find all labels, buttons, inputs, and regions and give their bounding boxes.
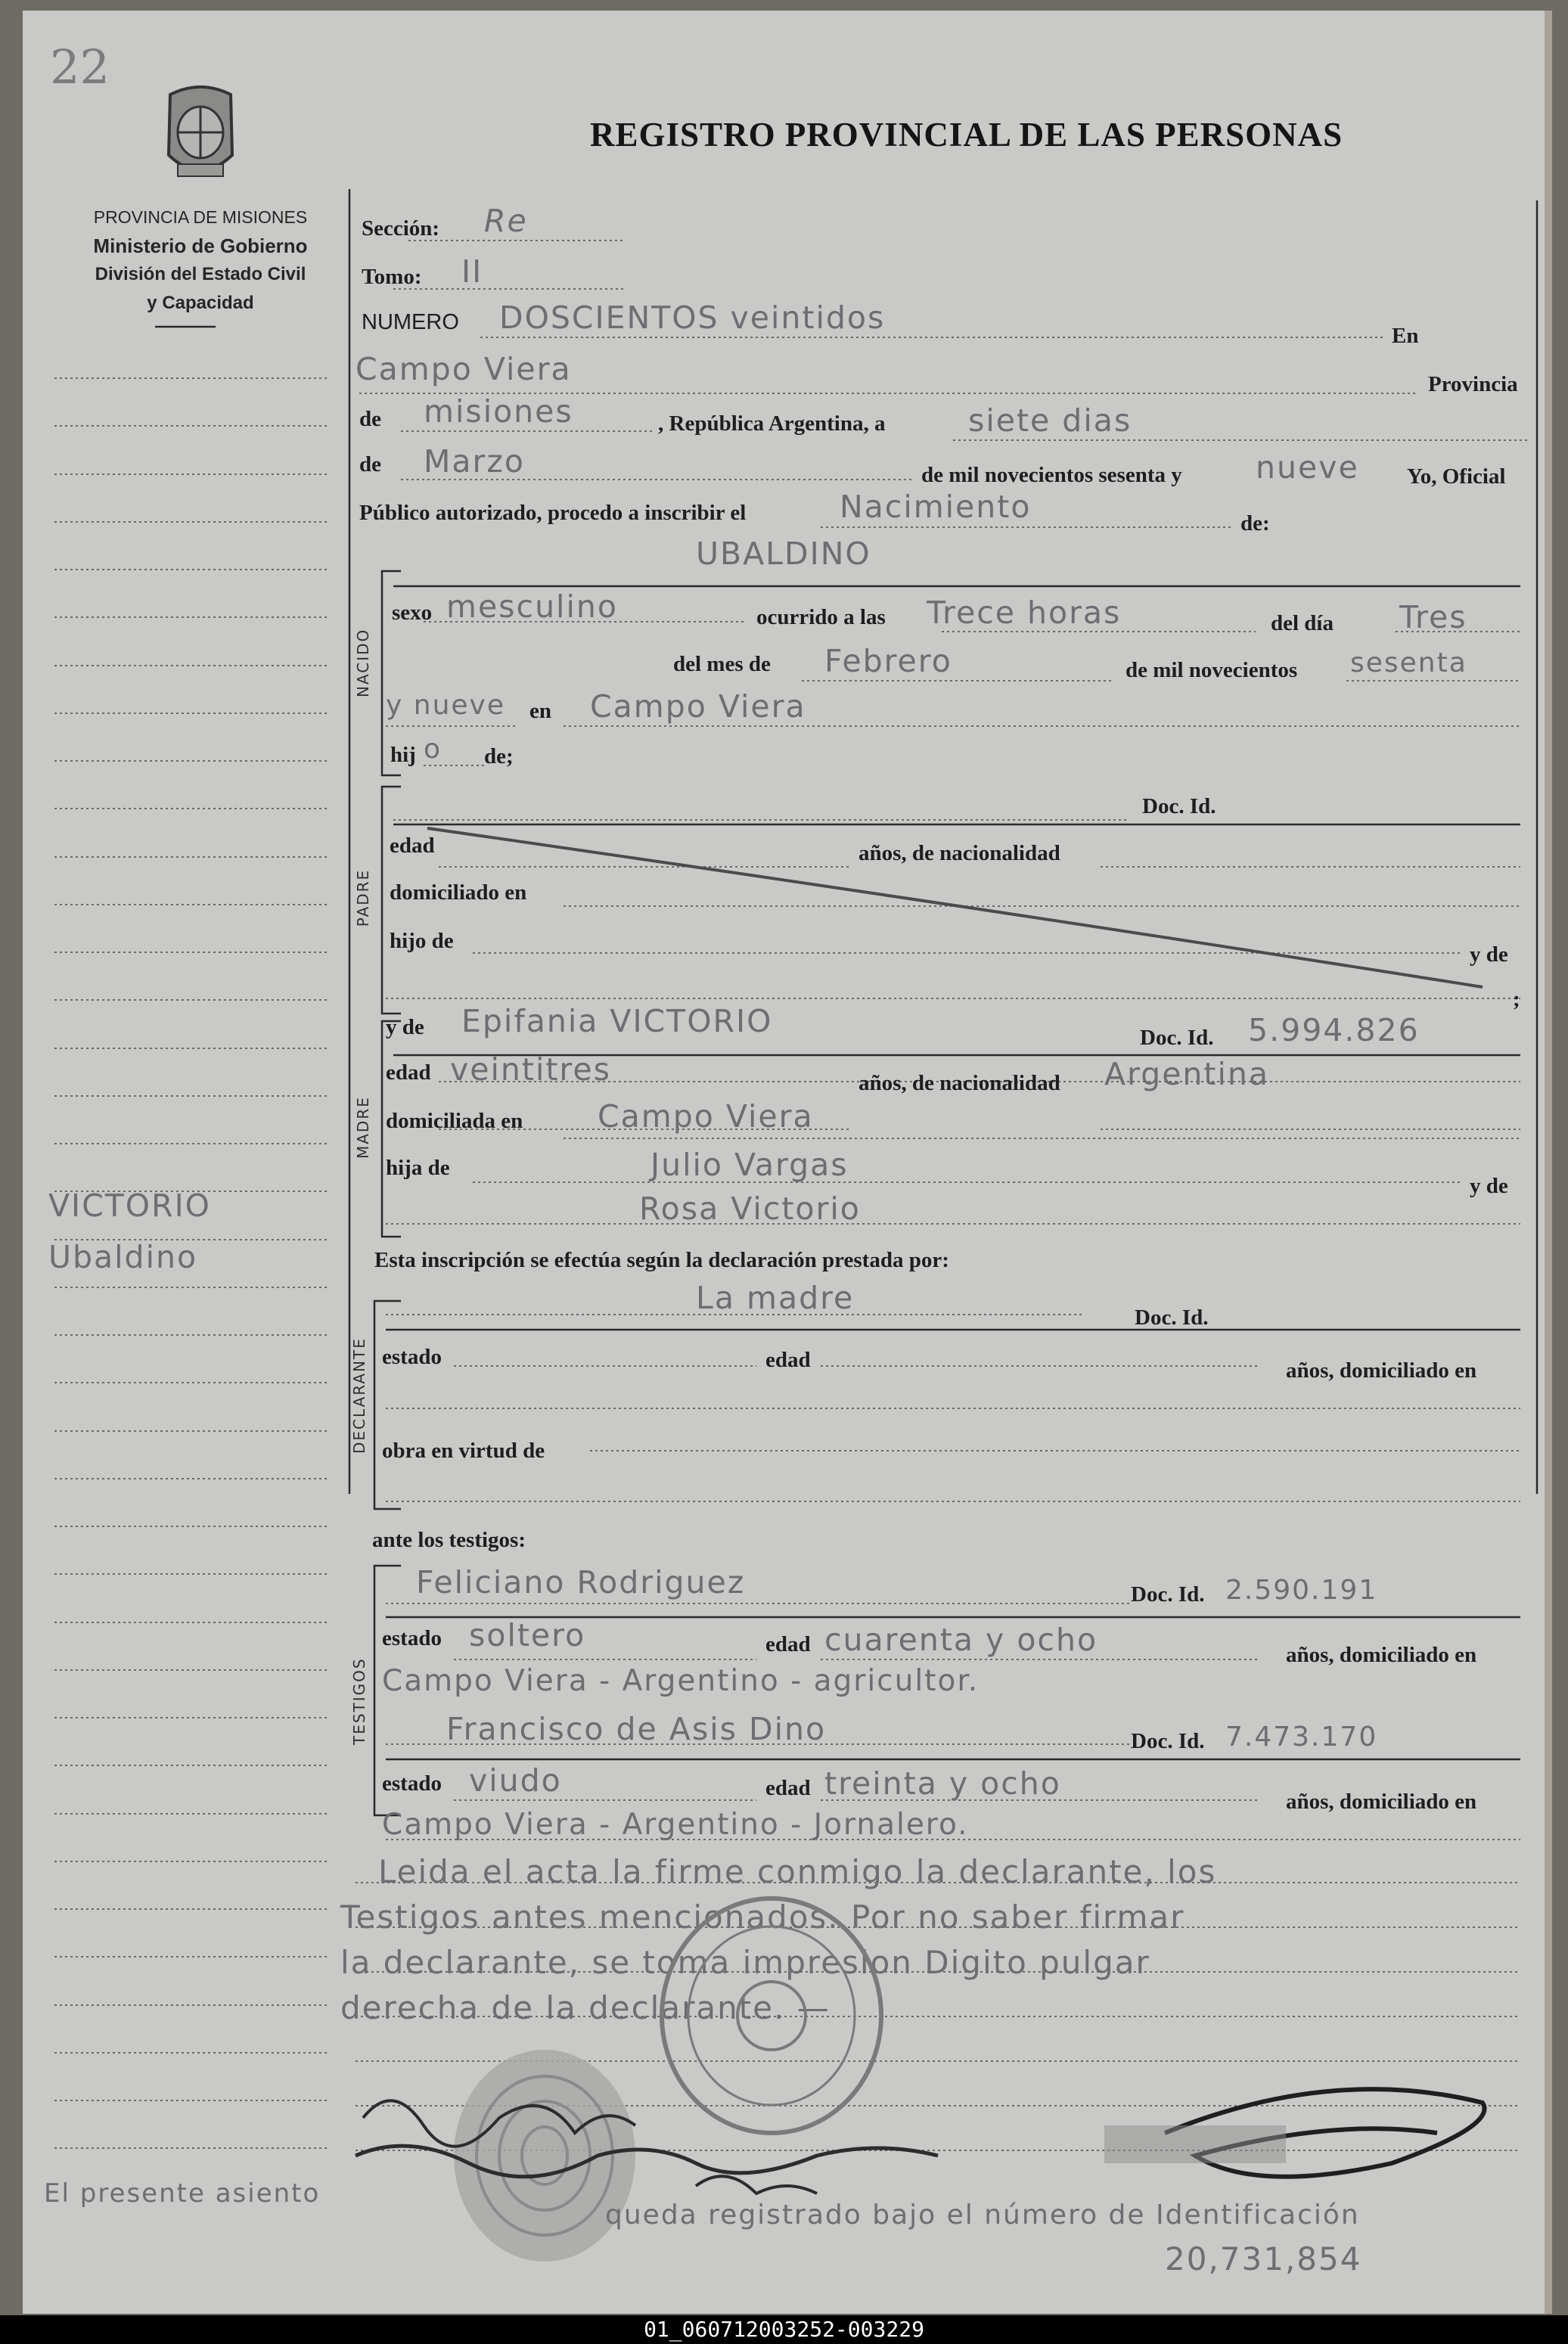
- label-madre-doc: Doc. Id.: [1140, 1026, 1214, 1050]
- value-dia: Tres: [1399, 599, 1467, 635]
- value-numero: DOSCIENTOS veintidos: [499, 300, 886, 336]
- margin-note-asiento: El presente asiento: [44, 2178, 321, 2209]
- label-provincia: Provincia: [1428, 372, 1518, 396]
- value-madre-nombre: Epifania VICTORIO: [461, 1003, 773, 1039]
- label-padre-y-de: y de: [1470, 942, 1508, 967]
- label-de-mil-nov: de mil novecientos: [1126, 658, 1298, 682]
- value-testigo2-edad: treinta y ocho: [824, 1765, 1061, 1802]
- label-hij: hij: [390, 743, 416, 767]
- value-testigo2: Francisco de Asis Dino: [446, 1711, 827, 1747]
- province-name: PROVINCIA DE MISIONES: [93, 207, 308, 227]
- value-lugar: Campo Viera: [356, 351, 572, 387]
- section-label-nacido: NACIDO: [354, 628, 372, 697]
- value-hora: Trece horas: [927, 595, 1122, 631]
- value-mes-nac: Febrero: [824, 643, 952, 679]
- value-testigo2-doc: 7.473.170: [1225, 1722, 1378, 1753]
- label-testigo2-doc: Doc. Id.: [1131, 1729, 1205, 1753]
- value-nombre: UBALDINO: [696, 536, 871, 572]
- value-acto: Nacimiento: [840, 489, 1032, 525]
- value-testigo1-estado: soltero: [469, 1617, 586, 1653]
- label-testigo2-estado: estado: [382, 1771, 442, 1796]
- value-madre-nac: Argentina: [1104, 1056, 1269, 1092]
- section-label-testigos: TESTIGOS: [350, 1657, 368, 1745]
- label-madre-y-de: y de: [386, 1015, 424, 1039]
- image-id-footer: 01_060712003252-003229: [0, 2315, 1568, 2344]
- label-en: En: [1392, 324, 1419, 348]
- label-ante: ante los testigos:: [372, 1528, 526, 1552]
- value-fecha-dia: siete dias: [968, 402, 1132, 439]
- value-seccion: Re: [484, 203, 528, 239]
- value-hij-suffix: o: [424, 734, 442, 765]
- label-padre-semicolon: ;: [1513, 987, 1520, 1011]
- value-declarante: La madre: [696, 1280, 855, 1316]
- division-name: División del Estado Civil: [95, 264, 306, 284]
- label-obra: obra en virtud de: [382, 1439, 545, 1463]
- observation-line-3: la declarante, se toma impresion Digito pulgar: [340, 1944, 1150, 1981]
- label-declarante-doc: Doc. Id.: [1135, 1305, 1209, 1330]
- label-sexo: sexo: [392, 601, 433, 625]
- label-yo-oficial: Yo, Oficial: [1407, 464, 1506, 489]
- label-testigo2-edad: edad: [765, 1776, 811, 1800]
- value-madre-madre: Rosa Victorio: [639, 1191, 861, 1227]
- margin-note-name: Ubaldino: [48, 1239, 198, 1275]
- observation-line-4: derecha de la declarante. —: [340, 1989, 831, 2026]
- label-seccion: Sección:: [362, 216, 440, 241]
- label-padre-dom: domiciliado en: [390, 880, 527, 905]
- label-tomo: Tomo:: [362, 265, 422, 289]
- label-testigo1-edad: edad: [765, 1632, 811, 1656]
- label-del-mes: del mes de: [673, 652, 771, 676]
- label-madre-nac: años, de nacionalidad: [859, 1071, 1060, 1095]
- label-republica: , República Argentina, a: [658, 411, 886, 436]
- value-madre-doc: 5.994.826: [1248, 1012, 1420, 1048]
- section-label-declarante: DECLARANTE: [350, 1337, 368, 1454]
- page-number: 22: [50, 39, 110, 95]
- label-en-lugar: en: [529, 699, 551, 723]
- value-mes: Marzo: [424, 443, 525, 480]
- label-padre-edad: edad: [390, 834, 435, 858]
- observation-line-2: Testigos antes mencionados. Por no saber firmar: [340, 1898, 1185, 1936]
- registration-number: 20,731,854: [1165, 2240, 1362, 2277]
- value-testigo1-dom: Campo Viera - Argentino - agricultor.: [382, 1664, 980, 1698]
- value-lugar-nac: Campo Viera: [590, 688, 806, 725]
- value-madre-padre: Julio Vargas: [650, 1147, 849, 1183]
- label-declarante-dom: años, domiciliado en: [1286, 1358, 1477, 1383]
- value-testigo2-estado: viudo: [469, 1762, 562, 1799]
- observation-line-1: Leida el acta la firme conmigo la declarante, los: [378, 1853, 1217, 1890]
- label-de-colon: de:: [1240, 511, 1270, 536]
- label-padre-doc: Doc. Id.: [1142, 794, 1216, 818]
- value-sexo: mesculino: [446, 588, 618, 625]
- section-label-padre: PADRE: [354, 868, 372, 927]
- value-testigo2-dom: Campo Viera - Argentino - Jornalero.: [382, 1808, 969, 1842]
- value-madre-edad: veintitres: [450, 1051, 611, 1088]
- issuing-authority: [53, 203, 348, 318]
- label-ocurrido: ocurrido a las: [756, 605, 886, 629]
- label-madre-hija-de: hija de: [386, 1156, 450, 1180]
- label-numero: NUMERO: [362, 310, 459, 334]
- label-madre-y-de-2: y de: [1470, 1174, 1508, 1198]
- label-de-mil: de mil novecientos sesenta y: [921, 463, 1182, 487]
- value-anio-nac-b: y nueve: [386, 690, 505, 721]
- label-de-provincia: de: [359, 407, 381, 431]
- value-testigo1-doc: 2.590.191: [1225, 1575, 1378, 1606]
- value-testigo1: Feliciano Rodriguez: [416, 1564, 746, 1600]
- label-testigo1-estado: estado: [382, 1626, 442, 1650]
- registration-note: queda registrado bajo el número de Identificación: [605, 2200, 1360, 2231]
- label-testigo2-dom: años, domiciliado en: [1286, 1790, 1477, 1814]
- page-title: REGISTRO PROVINCIAL DE LAS PERSONAS: [590, 116, 1343, 154]
- value-testigo1-edad: cuarenta y ocho: [824, 1622, 1098, 1658]
- label-padre-nac: años, de nacionalidad: [859, 841, 1060, 865]
- value-tomo: II: [461, 253, 483, 290]
- value-provincia: misiones: [424, 393, 573, 430]
- value-madre-dom: Campo Viera: [598, 1098, 814, 1135]
- label-padre-hijo-de: hijo de: [390, 929, 454, 953]
- ministry-name: Ministerio de Gobierno: [93, 234, 308, 257]
- label-del-dia: del día: [1271, 611, 1334, 635]
- label-declarante-edad: edad: [765, 1348, 811, 1372]
- label-de-semi: de;: [484, 744, 514, 768]
- label-de-mes: de: [359, 452, 381, 477]
- value-anio: nueve: [1256, 449, 1359, 486]
- label-declarante-estado: estado: [382, 1345, 442, 1369]
- label-publico: Público autorizado, procedo a inscribir el: [359, 501, 747, 525]
- value-anio-nac-a: sesenta: [1350, 647, 1467, 678]
- coat-of-arms-icon: [147, 79, 253, 193]
- label-inscripcion: Esta inscripción se efectúa según la declaración prestada por:: [374, 1248, 949, 1272]
- margin-note-surname: VICTORIO: [48, 1188, 211, 1224]
- division-name-2: y Capacidad: [147, 293, 254, 313]
- label-madre-dom: domiciliada en: [386, 1109, 523, 1133]
- label-testigo1-dom: años, domiciliado en: [1286, 1643, 1477, 1667]
- label-madre-edad: edad: [386, 1060, 431, 1085]
- label-testigo1-doc: Doc. Id.: [1131, 1582, 1205, 1607]
- section-label-madre: MADRE: [354, 1096, 372, 1159]
